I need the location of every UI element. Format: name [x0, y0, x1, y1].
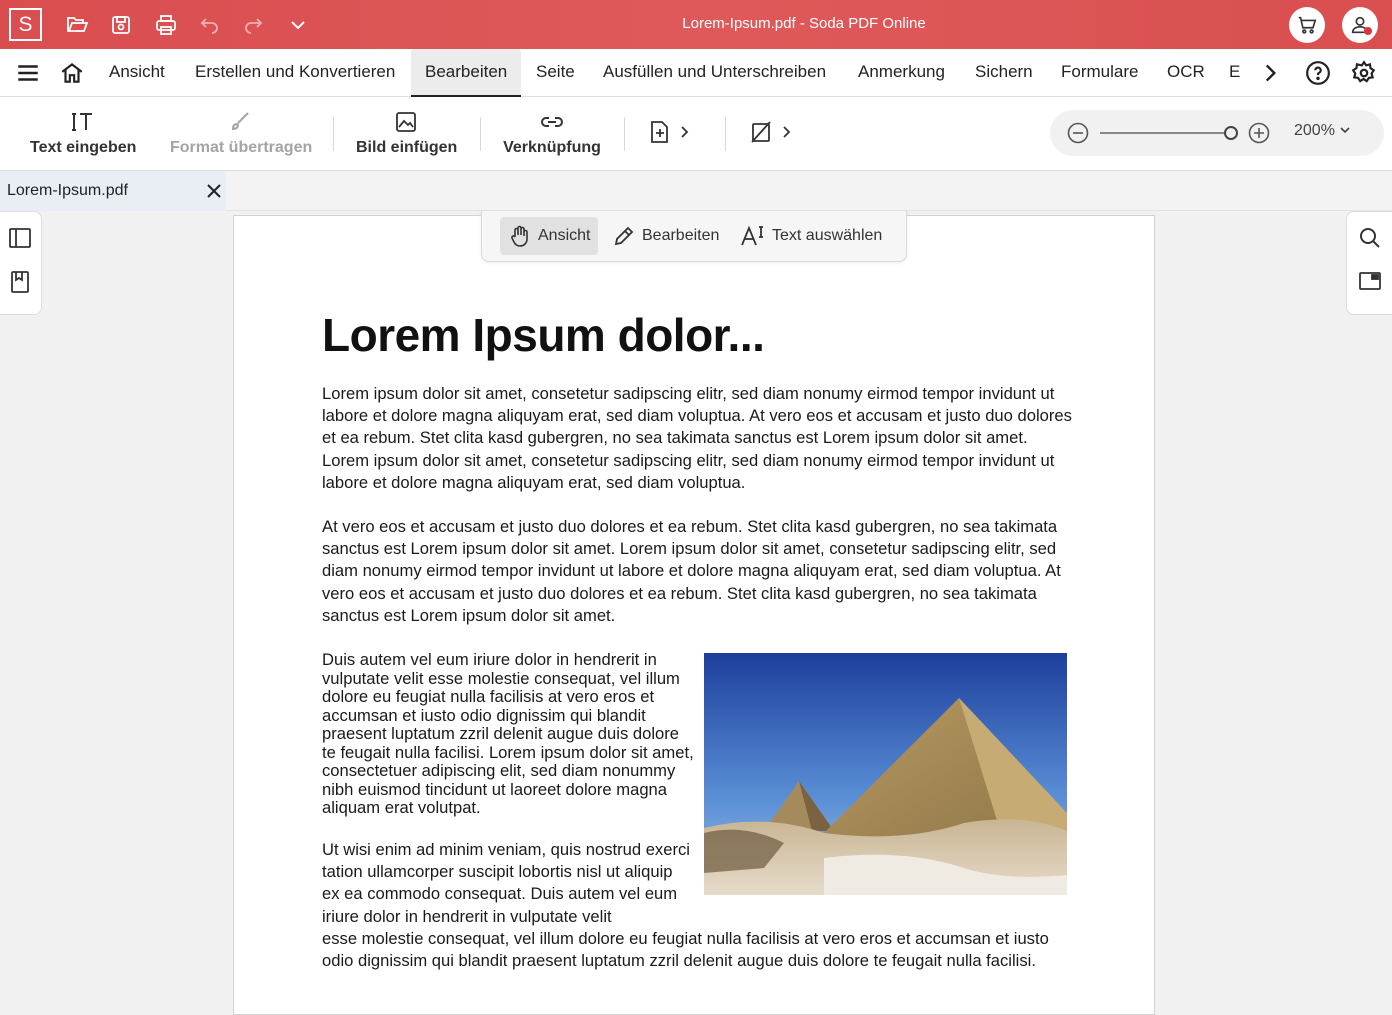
zoom-in-icon[interactable]: [1248, 122, 1270, 144]
pdf-page[interactable]: [233, 215, 1155, 1015]
menu-forms[interactable]: Formulare: [1061, 62, 1139, 81]
sidebar-toggle-icon[interactable]: [7, 225, 33, 251]
left-side-panel: [0, 211, 42, 315]
interaction-mode-bar: [481, 211, 907, 262]
view-mode-button[interactable]: [500, 217, 598, 255]
chevron-right-icon[interactable]: [1256, 59, 1284, 87]
toolbar-divider: [333, 117, 334, 151]
account-button[interactable]: [1342, 7, 1378, 43]
link-label: Verknüpfung: [503, 139, 601, 156]
menu-fill-sign[interactable]: Ausfüllen und Unterschreiben: [603, 62, 827, 81]
home-icon[interactable]: [58, 59, 86, 87]
image-icon: [356, 109, 456, 135]
chevron-down-icon: [1339, 125, 1351, 135]
menu-bar: [0, 49, 1392, 97]
redact-dropdown[interactable]: [749, 119, 797, 150]
menu-create-convert[interactable]: Erstellen und Konvertieren: [195, 62, 396, 81]
text-input-label: Text eingeben: [30, 139, 137, 156]
menu-ocr[interactable]: OCR: [1167, 62, 1205, 81]
document-tab-strip: [0, 171, 1392, 211]
document-paragraph: Duis autem vel eum iriure dolor in hendrerit in vulputate velit esse molestie consequat, vel illum dolore eu feugiat nulla facilisis at vero eros et accumsan et iusto odio dignissim qui blandit praesent luptatum zzril delenit augue duis dolore te feugait nulla facilisi. Lorem ipsum dolor sit amet, consectetuer adipiscing elit, sed diam nonummy nibh euismod tincidunt ut laoreet dolore magna aliquam erat volutpat.: [322, 650, 694, 817]
edit-mode-button[interactable]: [604, 217, 727, 255]
add-page-icon: [648, 119, 696, 145]
toolbar-divider: [480, 117, 481, 151]
menu-page[interactable]: Seite: [536, 62, 575, 81]
pyramids-photo: [704, 653, 1067, 895]
menu-edit[interactable]: Bearbeiten: [411, 49, 521, 97]
zoom-level-value: 200%: [1294, 122, 1335, 139]
menu-annotation[interactable]: Anmerkung: [858, 62, 945, 81]
add-page-dropdown[interactable]: [648, 119, 696, 150]
format-transfer-label: Format übertragen: [170, 139, 313, 156]
edit-toolbar: [0, 97, 1392, 171]
format-transfer-button[interactable]: [170, 109, 313, 157]
zoom-slider-track[interactable]: [1100, 132, 1230, 134]
document-heading: Lorem Ipsum dolor...: [322, 309, 765, 361]
settings-gear-icon[interactable]: [1350, 59, 1378, 87]
right-side-panel: [1346, 211, 1392, 315]
close-icon[interactable]: [204, 181, 224, 201]
text-select-icon: [740, 224, 766, 248]
document-paragraph: esse molestie consequat, vel illum dolore eu feugiat nulla facilisis at vero eros et accumsan et iusto odio dignissim qui blandit praesent luptatum zzril delenit augue duis dolore te feugait nulla facilisi.: [322, 929, 1049, 971]
document-paragraph: Lorem ipsum dolor sit amet, consetetur sadipscing elitr, sed diam nonumy eirmod tempor invidunt ut labore et dolore magna aliquyam erat, sed diam voluptua. At vero eos et accusam et justo duo dolores et ea rebum. Stet clita kasd gubergren, no sea takimata sanctus est Lorem ipsum dolor sit amet. Lorem ipsum dolor sit amet, consetetur sadipscing elitr, sed diam nonumy eirmod tempor invidunt ut labore et dolore magna aliquyam erat, sed diam voluptua.: [322, 384, 1072, 492]
toolbar-divider: [725, 117, 726, 151]
hamburger-menu-icon[interactable]: [14, 59, 42, 87]
select-text-mode-label: Text auswählen: [772, 227, 883, 244]
bookmark-icon[interactable]: [7, 269, 33, 295]
document-paragraph: At vero eos et accusam et justo duo dolores et ea rebum. Stet clita kasd gubergren, no sea takimata sanctus est Lorem ipsum dolor sit amet. Lorem ipsum dolor sit amet, consetetur sadipscing elitr, sed diam nonumy eirmod tempor invidunt ut labore et dolore magna aliquyam erat, sed diam voluptua. At vero eos et accusam et justo duo dolores et ea rebum. Stet clita kasd gubergren, no sea takimata sanctus est Lorem ipsum dolor sit amet.: [322, 517, 1061, 625]
text-cursor-icon: [30, 109, 134, 135]
zoom-level-dropdown[interactable]: [1294, 122, 1351, 140]
cart-icon: [1296, 14, 1318, 36]
title-bar: [0, 0, 1392, 49]
zoom-control: [1050, 110, 1384, 156]
soda-logo[interactable]: S: [9, 8, 42, 41]
link-button[interactable]: [503, 109, 601, 157]
paintbrush-icon: [170, 109, 310, 135]
zoom-slider-handle[interactable]: [1224, 126, 1238, 140]
search-icon[interactable]: [1357, 225, 1383, 251]
insert-image-label: Bild einfügen: [356, 139, 458, 156]
edit-mode-label: Bearbeiten: [642, 227, 720, 244]
view-mode-label: Ansicht: [538, 227, 591, 244]
zoom-out-icon[interactable]: [1067, 122, 1089, 144]
select-text-mode-button[interactable]: [732, 217, 890, 255]
toolbar-divider: [624, 117, 625, 151]
document-tab-label: Lorem-Ipsum.pdf: [7, 182, 128, 199]
edit-disabled-icon: [749, 119, 797, 145]
help-icon[interactable]: [1304, 59, 1332, 87]
cart-button[interactable]: [1289, 7, 1325, 43]
link-icon: [503, 109, 601, 135]
document-paragraph: Ut wisi enim ad minim veniam, quis nostrud exerci tation ullamcorper suscipit lobortis nisl ut aliquip ex ea commodo consequat. Duis autem vel eum iriure dolor in hendrerit in vulputate velit: [322, 840, 690, 926]
pencil-icon: [612, 224, 636, 248]
insert-image-button[interactable]: [356, 109, 456, 157]
menu-view[interactable]: Ansicht: [109, 62, 165, 81]
menu-secure[interactable]: Sichern: [975, 62, 1033, 81]
notification-dot: [1364, 27, 1372, 35]
hand-icon: [508, 224, 532, 248]
text-input-button[interactable]: [30, 109, 137, 157]
panel-icon[interactable]: [1357, 268, 1383, 294]
window-title: Lorem-Ipsum.pdf - Soda PDF Online: [682, 15, 926, 32]
menu-truncated[interactable]: E: [1229, 62, 1241, 81]
document-tab[interactable]: [0, 171, 226, 211]
